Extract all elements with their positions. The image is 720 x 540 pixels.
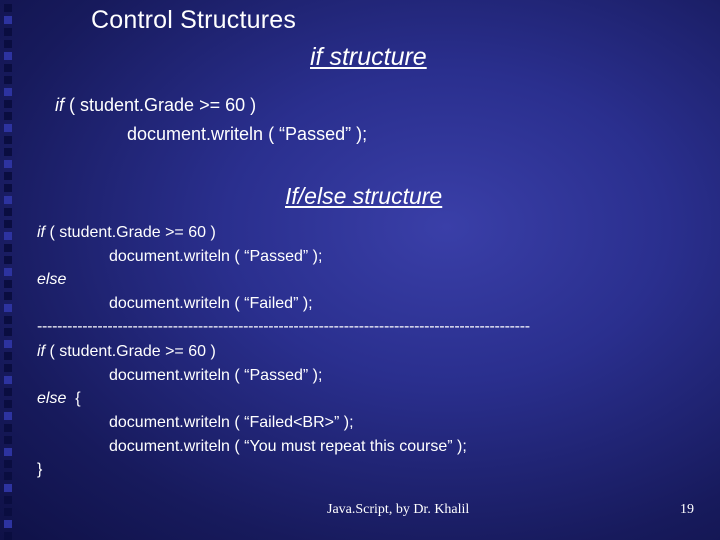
keyword-if: if xyxy=(37,343,45,360)
decorative-square xyxy=(4,364,12,372)
code-condition: ( student.Grade >= 60 ) xyxy=(64,95,257,115)
decorative-square xyxy=(4,64,12,72)
decorative-square xyxy=(4,484,12,492)
decorative-square xyxy=(4,424,12,432)
decorative-square xyxy=(4,88,12,96)
decorative-square xyxy=(4,436,12,444)
decorative-square xyxy=(4,412,12,420)
decorative-square xyxy=(4,208,12,216)
dashed-divider: -------------------------------------------------------------------------------------------------- xyxy=(37,318,530,335)
decorative-square xyxy=(4,508,12,516)
code-line-statement: document.writeln ( “Passed” ); xyxy=(109,248,323,265)
decorative-square xyxy=(4,184,12,192)
decorative-square xyxy=(4,388,12,396)
if-else-structure-heading: If/else structure xyxy=(285,183,443,209)
decorative-square xyxy=(4,520,12,528)
decorative-square xyxy=(4,328,12,336)
code-line-statement: document.writeln ( “Passed” ); xyxy=(127,124,368,144)
decorative-square xyxy=(4,376,12,384)
decorative-square xyxy=(4,100,12,108)
decorative-square xyxy=(4,352,12,360)
decorative-square xyxy=(4,496,12,504)
decorative-square xyxy=(4,340,12,348)
keyword-if: if xyxy=(37,224,45,241)
decorative-square xyxy=(4,448,12,456)
decorative-square xyxy=(4,460,12,468)
decorative-square xyxy=(4,244,12,252)
code-line-if xyxy=(37,343,216,361)
decorative-square xyxy=(4,112,12,120)
keyword-else: else xyxy=(37,271,67,288)
decorative-square xyxy=(4,400,12,408)
decorative-square xyxy=(4,4,12,12)
code-line-statement: document.writeln ( “Passed” ); xyxy=(109,367,323,384)
keyword-else: else xyxy=(37,390,67,407)
brace-close: } xyxy=(37,461,43,478)
code-line-statement: document.writeln ( “Failed” ); xyxy=(109,295,313,312)
decorative-square xyxy=(4,160,12,168)
footer-text: Java.Script, by Dr. Khalil xyxy=(327,502,470,517)
decorative-square xyxy=(4,28,12,36)
decorative-square xyxy=(4,16,12,24)
code-line-statement: document.writeln ( “You must repeat this course” ); xyxy=(109,438,467,455)
decorative-square xyxy=(4,196,12,204)
decorative-square xyxy=(4,304,12,312)
code-condition: ( student.Grade >= 60 ) xyxy=(45,343,216,360)
decorative-square xyxy=(4,40,12,48)
decorative-square xyxy=(4,256,12,264)
decorative-square xyxy=(4,532,12,540)
page-number: 19 xyxy=(680,502,694,517)
decorative-square xyxy=(4,232,12,240)
decorative-square-strip xyxy=(0,0,20,540)
code-line-else xyxy=(37,390,81,408)
decorative-square xyxy=(4,472,12,480)
decorative-square xyxy=(4,316,12,324)
slide-title: Control Structures xyxy=(91,6,297,34)
decorative-square xyxy=(4,124,12,132)
if-structure-heading: if structure xyxy=(310,43,427,71)
decorative-square xyxy=(4,172,12,180)
keyword-if: if xyxy=(55,95,64,115)
brace-open: { xyxy=(66,390,81,407)
code-line-if xyxy=(37,224,216,242)
decorative-square xyxy=(4,292,12,300)
decorative-square xyxy=(4,220,12,228)
code-condition: ( student.Grade >= 60 ) xyxy=(45,224,216,241)
decorative-square xyxy=(4,136,12,144)
code-line-statement: document.writeln ( “Failed<BR>” ); xyxy=(109,414,354,431)
decorative-square xyxy=(4,52,12,60)
code-line-if xyxy=(55,95,256,116)
decorative-square xyxy=(4,76,12,84)
decorative-square xyxy=(4,148,12,156)
decorative-square xyxy=(4,268,12,276)
decorative-square xyxy=(4,280,12,288)
